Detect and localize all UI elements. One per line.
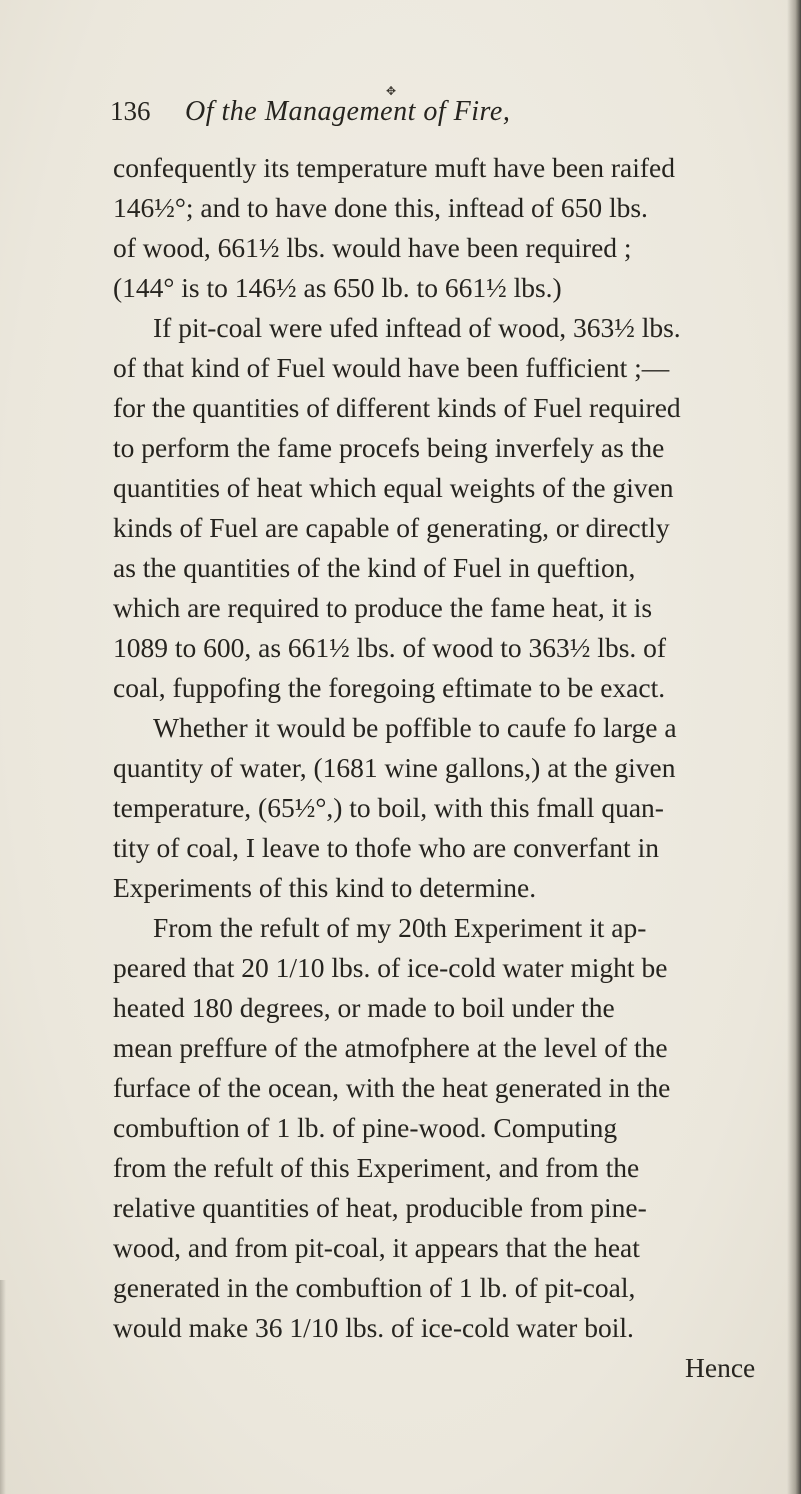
text-line: would make 36 1/10 lbs. of ice-cold water boil.	[113, 1312, 634, 1343]
text-line: confequently its temperature muft have been raifed	[113, 152, 675, 183]
text-line: temperature, (65½°,) to boil, with this fmall quan-	[113, 792, 664, 823]
page-header	[110, 96, 710, 140]
page-number: 136	[110, 96, 151, 126]
page-margin-shadow	[0, 1280, 6, 1494]
text-line: quantity of water, (1681 wine gallons,) at the given	[113, 752, 676, 783]
text-line: relative quantities of heat, producible from pine-	[113, 1192, 647, 1223]
text-line: 146½°; and to have done this, inftead of 650 lbs.	[113, 192, 648, 223]
text-line: from the refult of this Experiment, and from the	[113, 1152, 640, 1183]
text-line: coal, fuppofing the foregoing eftimate to be exact.	[113, 672, 666, 703]
text-line: If pit-coal were ufed inftead of wood, 363½ lbs.	[153, 312, 681, 343]
text-line: of that kind of Fuel would have been fufficient ;—	[113, 352, 670, 383]
text-line: From the refult of my 20th Experiment it ap-	[153, 912, 647, 943]
text-line: Whether it would be poffible to caufe fo large a	[153, 712, 677, 743]
text-line: generated in the combuftion of 1 lb. of pit-coal,	[113, 1272, 636, 1303]
text-line: (144° is to 146½ as 650 lb. to 661½ lbs.)	[113, 272, 562, 303]
text-line: to perform the fame procefs being inverfely as the	[113, 432, 665, 463]
text-line: as the quantities of the kind of Fuel in queftion,	[113, 552, 636, 583]
catchword: Hence	[685, 1352, 756, 1383]
text-line: furface of the ocean, with the heat generated in the	[113, 1072, 671, 1103]
text-line: of wood, 661½ lbs. would have been required ;	[113, 232, 632, 263]
text-line: for the quantities of different kinds of Fuel required	[113, 392, 681, 423]
text-line: peared that 20 1/10 lbs. of ice-cold water might be	[113, 952, 668, 983]
running-title: Of the Management of Fire,	[185, 96, 511, 127]
ornament-mark: ✥	[386, 84, 397, 98]
page-edge-shadow	[787, 0, 801, 1494]
text-line: wood, and from pit-coal, it appears that the heat	[113, 1232, 640, 1263]
text-line: tity of coal, I leave to thofe who are converfant in	[113, 832, 659, 863]
text-line: combuftion of 1 lb. of pine-wood. Computing	[113, 1112, 618, 1143]
text-line: Experiments of this kind to determine.	[113, 872, 537, 903]
text-line: 1089 to 600, as 661½ lbs. of wood to 363½ lbs. of	[113, 632, 667, 663]
text-line: heated 180 degrees, or made to boil under the	[113, 992, 615, 1023]
text-line: kinds of Fuel are capable of generating, or directly	[113, 512, 670, 543]
text-line: mean preffure of the atmofphere at the level of the	[113, 1032, 668, 1063]
text-line: which are required to produce the fame heat, it is	[113, 592, 653, 623]
text-line: quantities of heat which equal weights of the given	[113, 472, 674, 503]
